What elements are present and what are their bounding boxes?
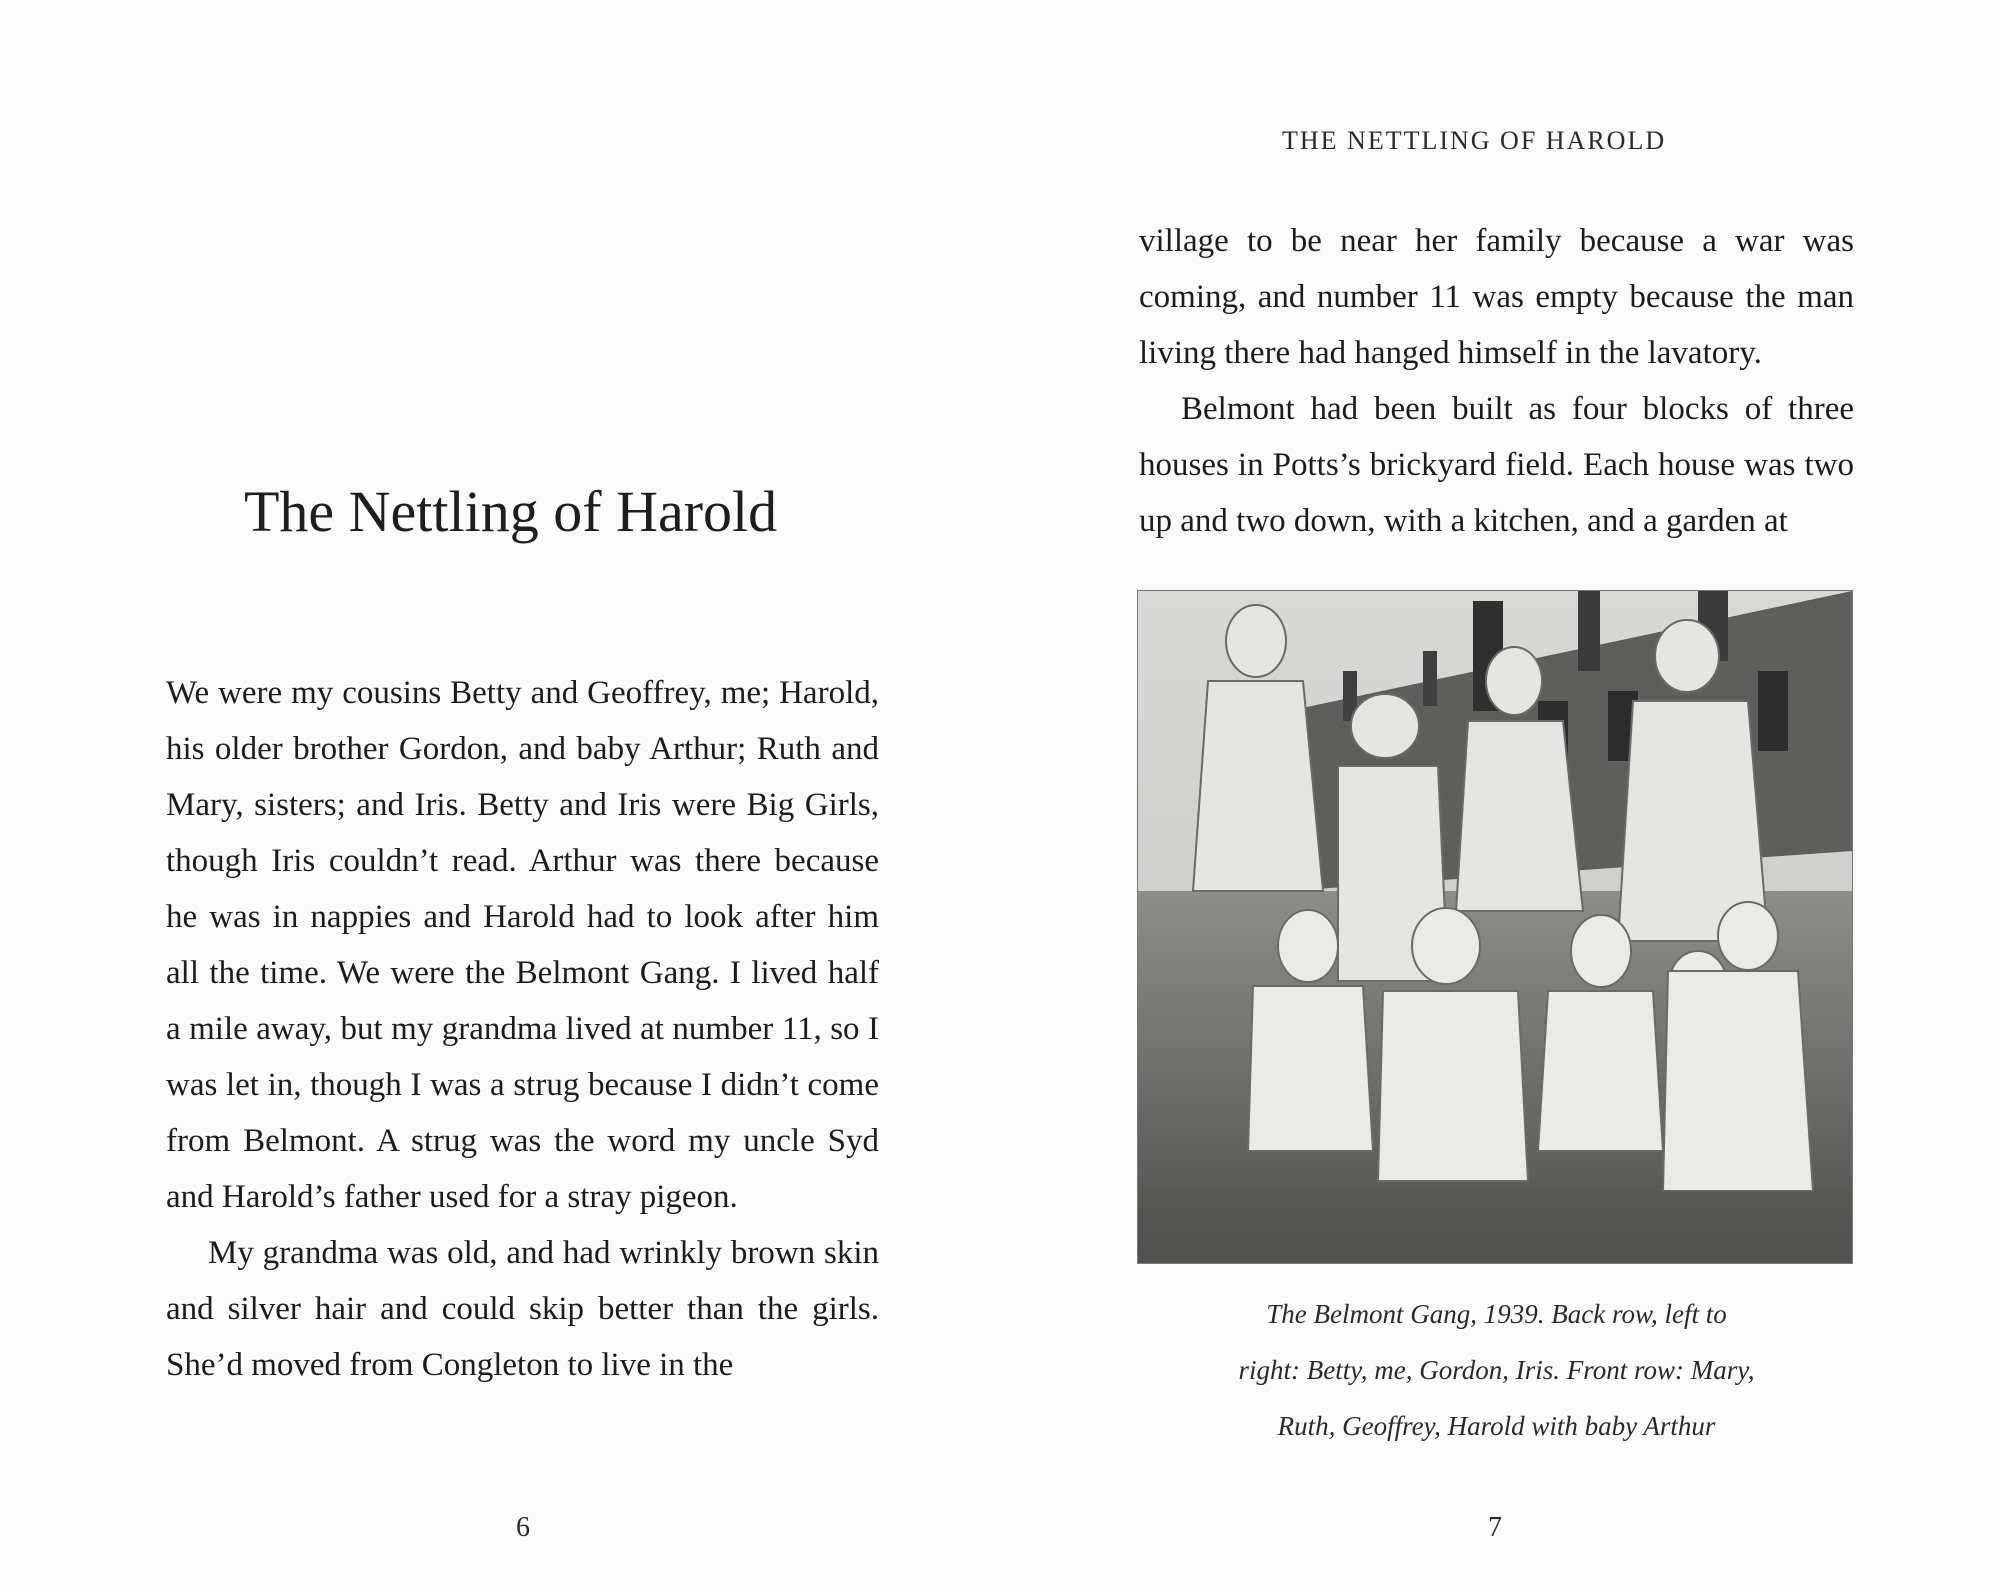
caption-line: Ruth, Geoffrey, Harold with baby Arthur	[1277, 1411, 1716, 1441]
photo-window	[1758, 671, 1788, 751]
paragraph: We were my cousins Betty and Geoffrey, me; Harold, his older brother Gordon, and baby Arthur; Ruth and Mary, sisters; and Iris. Betty and Iris were Big Girls, though Iris couldn’t read. Arthur was there because he was in nappies and Harold had to look after him all the time. We were the Belmont Gang. I lived half a mile away, but my grandma lived at number 11, so I was let in, though I was a strug because I didn’t come from Belmont. A strug was the word my uncle Syd and Harold’s father used for a stray pigeon.	[166, 675, 879, 1215]
page-number: 7	[1488, 1512, 1502, 1543]
chapter-title: The Nettling of Harold	[244, 479, 778, 544]
group-photograph	[1137, 590, 1853, 1264]
running-head: THE NETTLING OF HAROLD	[1282, 126, 1667, 155]
photo-foreground	[1138, 1191, 1852, 1263]
paragraph: Belmont had been built as four blocks of three houses in Potts’s brickyard field. Each house was two up and two down, with a kitchen, and a garden at	[1139, 391, 1854, 539]
photo-chimney	[1578, 591, 1600, 671]
photo-illustration	[1138, 591, 1852, 1263]
photo-chimney	[1423, 651, 1437, 706]
page-number: 6	[516, 1512, 530, 1543]
left-body-text	[166, 665, 879, 1393]
photo-caption	[1139, 1286, 1854, 1454]
paragraph: village to be near her family because a war was coming, and number 11 was empty because the man living there had hanged himself in the lavatory.	[1139, 223, 1854, 371]
right-body-text	[1139, 213, 1854, 549]
caption-line: The Belmont Gang, 1939. Back row, left to	[1266, 1299, 1727, 1329]
right-page	[1000, 0, 2000, 1586]
caption-line: right: Betty, me, Gordon, Iris. Front row: Mary,	[1238, 1355, 1755, 1385]
paragraph: My grandma was old, and had wrinkly brown skin and silver hair and could skip better than the girls. She’d moved from Congleton to live in the	[166, 1235, 879, 1383]
